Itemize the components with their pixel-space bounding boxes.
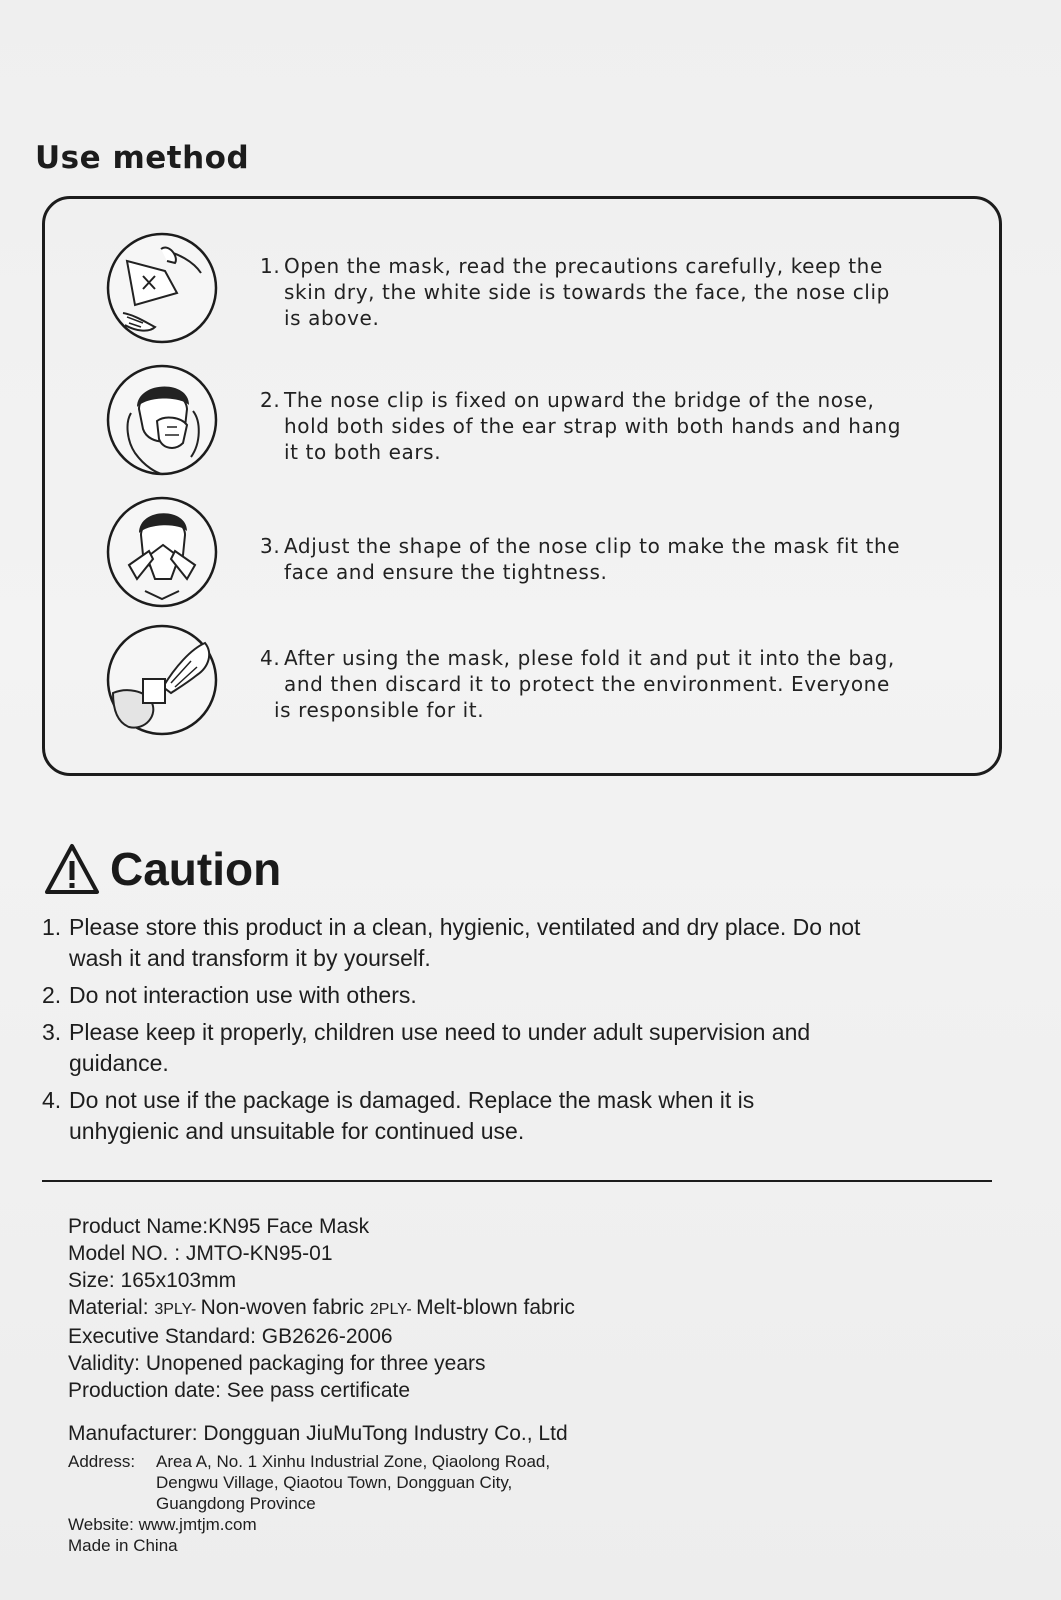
address-block: Address: Area A, No. 1 Xinhu Industrial Zone, Qiaolong Road, Dengwu Village, Qiaotou Town, Dongguan City, Guangdong Province xyxy=(68,1452,551,1513)
step-4-text: 4. After using the mask, plese fold it and put it into the bag, and then discard it to protect the environment. Everyone is responsible for it. xyxy=(260,646,895,722)
model-no-row: Model NO. : JMTO-KN95-01 xyxy=(68,1242,333,1265)
caution-title-text: Caution xyxy=(110,843,282,895)
caution-item-1: 1. Please store this product in a clean, hygienic, ventilated and dry place. Do not wash it and transform it by yourself. xyxy=(42,914,861,971)
material-row: Material: 3PLY- Non-woven fabric 2PLY- Melt-blown fabric xyxy=(68,1296,575,1319)
caution-list xyxy=(42,912,1002,1153)
validity-row: Validity: Unopened packaging for three years xyxy=(68,1352,486,1375)
use-method-box xyxy=(42,196,1002,776)
step-1-text: 1. Open the mask, read the precautions carefully, keep the skin dry, the white side is towards the face, the nose clip is above. xyxy=(260,254,890,330)
adjust-nose-clip-icon xyxy=(105,495,219,609)
caution-item-2: 2. Do not interaction use with others. xyxy=(42,982,417,1008)
dispose-mask-icon xyxy=(105,623,219,737)
use-method-title: Use method xyxy=(35,140,250,176)
open-mask-icon xyxy=(105,231,219,345)
standard-row: Executive Standard: GB2626-2006 xyxy=(68,1325,393,1348)
caution-title xyxy=(44,842,281,896)
made-in-row: Made in China xyxy=(68,1536,178,1555)
product-name-row: Product Name:KN95 Face Mask xyxy=(68,1215,370,1238)
warning-triangle-icon xyxy=(44,843,100,895)
manufacturer-row: Manufacturer: Dongguan JiuMuTong Industry Co., Ltd xyxy=(68,1422,568,1445)
caution-item-4: 4. Do not use if the package is damaged. Replace the mask when it is unhygienic and unsuitable for continued use. xyxy=(42,1087,755,1144)
hang-ear-strap-icon xyxy=(105,363,219,477)
size-row: Size: 165x103mm xyxy=(68,1269,237,1292)
section-divider xyxy=(42,1180,992,1182)
step-3-text: 3. Adjust the shape of the nose clip to make the mask fit the face and ensure the tightness. xyxy=(260,534,901,584)
product-info xyxy=(68,1213,968,1556)
production-date-row: Production date: See pass certificate xyxy=(68,1379,411,1402)
caution-item-3: 3. Please keep it properly, children use need to under adult supervision and guidance. xyxy=(42,1019,811,1076)
step-2-text: 2. The nose clip is fixed on upward the bridge of the nose, hold both sides of the ear strap with both hands and hang it to both ears. xyxy=(260,388,901,464)
website-row: Website: www.jmtjm.com xyxy=(68,1515,257,1534)
